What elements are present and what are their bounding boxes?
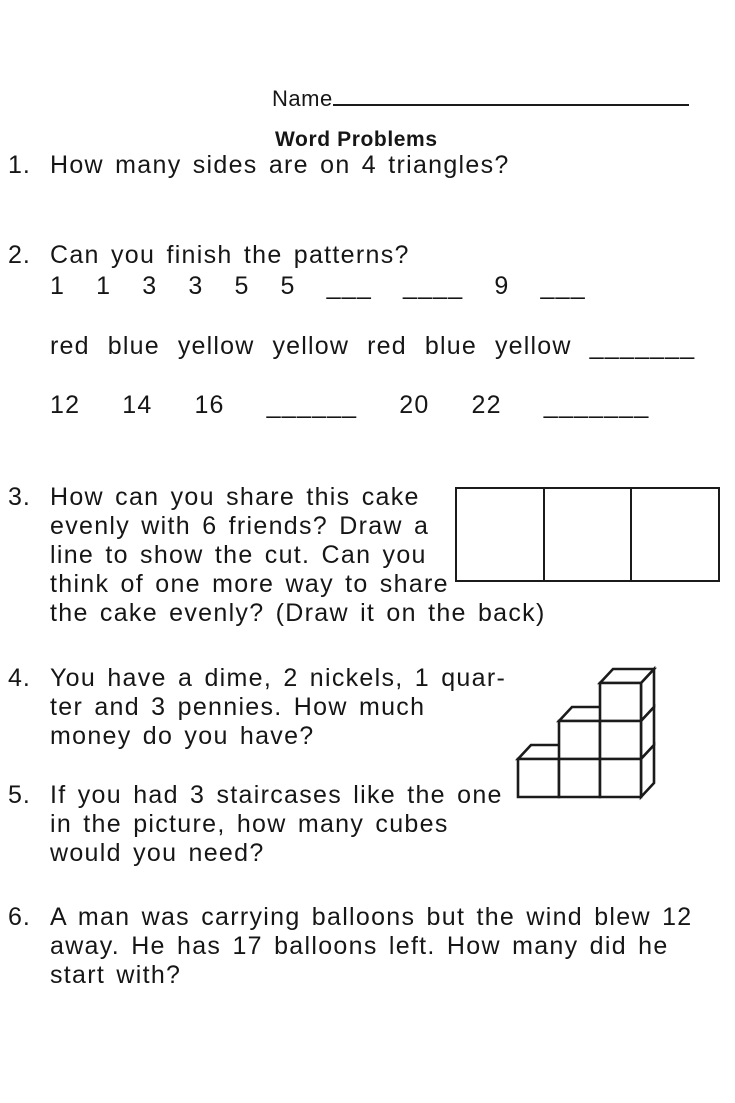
- question-5-line: in the picture, how many cubes: [50, 810, 449, 838]
- question-3-line: How can you share this cake: [50, 483, 420, 511]
- pattern-token: red: [50, 332, 90, 360]
- question-4-number: 4.: [8, 664, 31, 692]
- cube-front-face: [559, 721, 600, 759]
- question-5-line: If you had 3 staircases like the one: [50, 781, 503, 809]
- pattern-token: yellow: [494, 332, 572, 360]
- cube-front-face: [600, 759, 641, 797]
- question-2: [8, 241, 410, 270]
- cube-front-face: [559, 759, 600, 797]
- question-4-line: ter and 3 pennies. How much: [50, 693, 426, 721]
- pattern-blank: ___: [326, 272, 372, 300]
- pattern-token: 1: [96, 272, 112, 300]
- cake-slice: [457, 489, 543, 580]
- question-5-line: would you need?: [50, 839, 265, 867]
- question-6-line: away. He has 17 balloons left. How many did he: [50, 932, 669, 960]
- pattern-token: 14: [122, 391, 153, 419]
- pattern-blank: ____: [402, 272, 464, 300]
- pattern-row-colors: [50, 332, 695, 361]
- question-6-line: start with?: [50, 961, 182, 989]
- cake-figure: [455, 487, 720, 582]
- pattern-token: 9: [494, 272, 510, 300]
- cube-front-face: [518, 759, 559, 797]
- question-1-text: How many sides are on 4 triangles?: [50, 151, 510, 179]
- question-6: [8, 903, 693, 990]
- pattern-token: yellow: [272, 332, 350, 360]
- pattern-blank: _______: [589, 332, 696, 360]
- question-1: [8, 151, 510, 180]
- question-3-line: evenly with 6 friends? Draw a: [50, 512, 430, 540]
- cube-front-face: [600, 721, 641, 759]
- pattern-blank: ______: [266, 391, 358, 419]
- name-line: [272, 86, 689, 111]
- question-2-number: 2.: [8, 241, 31, 269]
- question-3-line: think of one more way to share: [50, 570, 449, 598]
- question-6-line: A man was carrying balloons but the wind blew 12: [50, 903, 693, 931]
- pattern-token: yellow: [177, 332, 255, 360]
- question-4-line: You have a dime, 2 nickels, 1 quar-: [50, 664, 507, 692]
- pattern-token: 20: [399, 391, 430, 419]
- question-3-line: the cake evenly? (Draw it on the back): [50, 599, 546, 627]
- pattern-token: 12: [50, 391, 81, 419]
- question-3-line: line to show the cut. Can you: [50, 541, 427, 569]
- pattern-token: 16: [194, 391, 225, 419]
- pattern-token: 3: [142, 272, 158, 300]
- cake-slice: [543, 489, 633, 580]
- pattern-row-even-numbers: [50, 391, 649, 420]
- pattern-blank: ___: [540, 272, 586, 300]
- pattern-token: 5: [234, 272, 250, 300]
- question-3-number: 3.: [8, 483, 31, 511]
- pattern-row-odd-numbers: [50, 272, 586, 301]
- pattern-token: 1: [50, 272, 66, 300]
- question-1-number: 1.: [8, 151, 31, 179]
- question-4: [8, 664, 506, 751]
- question-5: [8, 781, 503, 868]
- question-4-line: money do you have?: [50, 722, 315, 750]
- pattern-token: 3: [188, 272, 204, 300]
- pattern-token: 5: [280, 272, 296, 300]
- page-title: Word Problems: [275, 128, 438, 151]
- pattern-token: red: [367, 332, 407, 360]
- pattern-token: blue: [424, 332, 477, 360]
- cake-slice: [632, 489, 718, 580]
- name-label: Name: [272, 86, 333, 111]
- question-6-number: 6.: [8, 903, 31, 931]
- pattern-token: blue: [107, 332, 160, 360]
- question-5-number: 5.: [8, 781, 31, 809]
- pattern-blank: _______: [543, 391, 650, 419]
- name-blank-line: [333, 86, 689, 106]
- staircase-cubes-figure: [510, 661, 662, 801]
- pattern-token: 22: [471, 391, 502, 419]
- question-2-text: Can you finish the patterns?: [50, 241, 410, 269]
- cube-front-face: [600, 683, 641, 721]
